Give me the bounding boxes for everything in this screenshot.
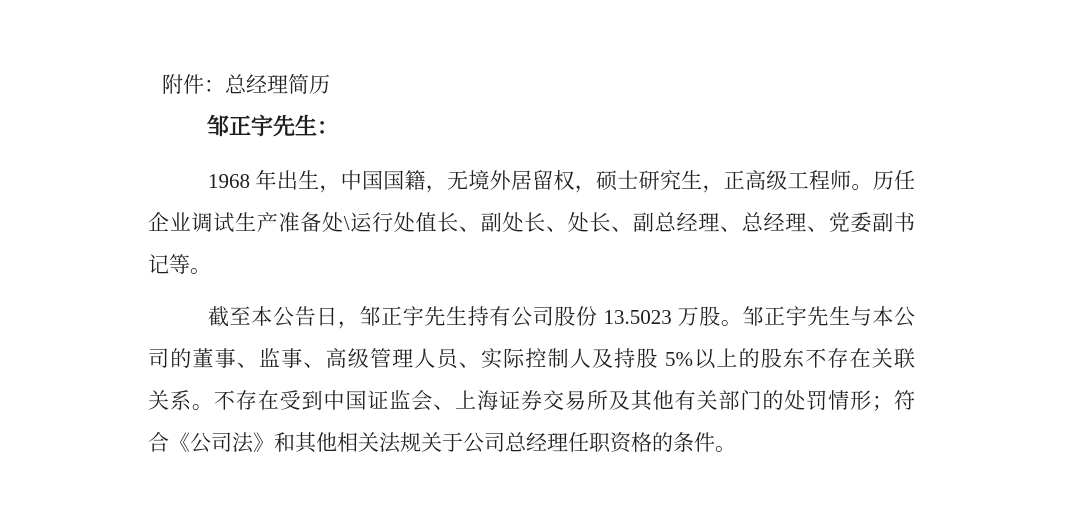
- shareholding-line-1: 截至本公告日，邹正宇先生持有公司股份 13.5023 万股。邹正宇先生与本公: [208, 305, 915, 329]
- shareholding-paragraph: [148, 296, 915, 464]
- shareholding-line-3: 关系。不存在受到中国证监会、上海证券交易所及其他有关部门的处罚情形；符: [148, 389, 915, 413]
- person-name-heading: 邹正宇先生：: [207, 114, 340, 139]
- bio-paragraph: [148, 160, 915, 286]
- shareholding-line-2: 司的董事、监事、高级管理人员、实际控制人及持股 5%以上的股东不存在关联: [148, 347, 915, 371]
- bio-line-3: 记等。: [148, 253, 211, 277]
- bio-line-1: 1968 年出生，中国国籍，无境外居留权，硕士研究生，正高级工程师。历任: [208, 169, 915, 193]
- shareholding-line-4: 合《公司法》和其他相关法规关于公司总经理任职资格的条件。: [148, 431, 736, 455]
- bio-line-2: 企业调试生产准备处\运行处值长、副处长、处长、副总经理、总经理、党委副书: [148, 211, 915, 235]
- attachment-heading: 附件：总经理简历: [162, 73, 330, 97]
